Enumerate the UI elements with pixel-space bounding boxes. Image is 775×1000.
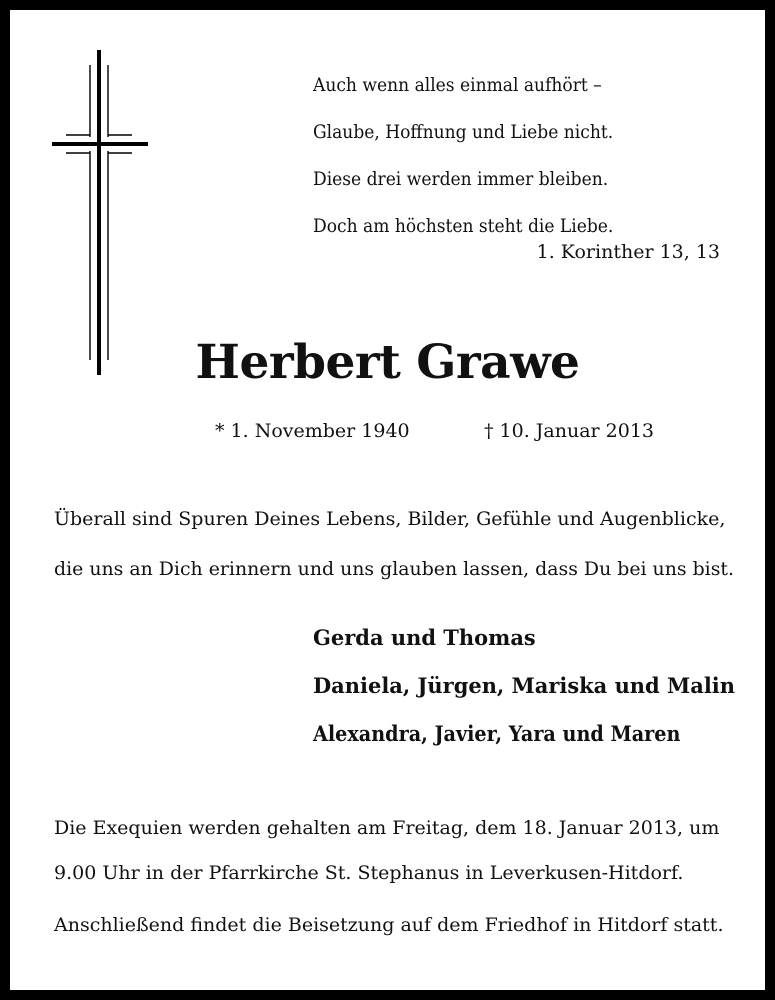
quote-reference: 1. Korinther 13, 13 [536,241,720,263]
deceased-name: Herbert Grawe [195,335,580,390]
funeral-line: Die Exequien werden gehalten am Freitag, dem 18. Januar 2013, um [54,817,720,839]
verse-line: Überall sind Spuren Deines Lebens, Bilder, Gefühle und Augenblicke, [54,508,726,530]
verse-line: die uns an Dich erinnern und uns glauben lassen, dass Du bei uns bist. [54,558,735,580]
mourner-entry: Alexandra, Javier, Yara und Maren [313,721,681,746]
quote-line: Doch am höchsten steht die Liebe. [313,215,614,237]
mourner-entry: Gerda und Thomas [313,625,536,650]
quote-line: Diese drei werden immer bleiben. [313,168,609,190]
quote-line: Auch wenn alles einmal aufhört – [313,74,602,96]
funeral-line: Anschließend findet die Beisetzung auf dem Friedhof in Hitdorf statt. [54,914,724,936]
funeral-details [54,806,734,948]
quote-line: Glaube, Hoffnung und Liebe nicht. [313,121,614,143]
birth-date: * 1. November 1940 [215,420,410,442]
cross-icon [50,50,150,375]
mourners-list [313,614,775,758]
memorial-verse [54,494,734,594]
funeral-line: 9.00 Uhr in der Pfarrkirche St. Stephanus in Leverkusen-Hitdorf. [54,862,684,884]
death-date: † 10. Januar 2013 [484,420,655,442]
bible-quote [313,62,733,250]
mourner-entry: Daniela, Jürgen, Mariska und Malin [313,673,735,698]
